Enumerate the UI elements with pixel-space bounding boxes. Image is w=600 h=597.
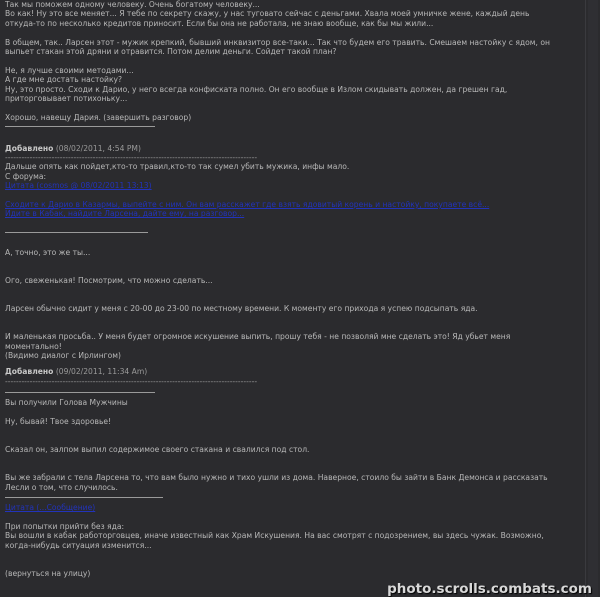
forum-post-body — [5, 0, 586, 597]
text-line: Лесли о том, что случилось. — [5, 482, 118, 492]
text-line: В общем, так.. Ларсен этот - мужик крепкий, бывший инквизитор все-таки... Так что будем его травить. Смешаем настойку с ядом, он — [5, 37, 550, 47]
text-line: Ну, это просто. Сходи к Дарио, у него всегда конфиската полно. Он его вообще в Излом скидывать должен, да грешен гад, — [5, 84, 508, 94]
added-label: Добавлено — [5, 367, 54, 377]
text-line: когда-нибудь ситуация изменится... — [5, 540, 152, 550]
divider — [5, 392, 155, 393]
text-line: Вы получили Голова Мужчины — [5, 398, 128, 408]
text-line: Во как! Ну это все меняет... Я тебе по секрету скажу, у нас туговато сейчас с деньгами. Хвала моей умничке жене, каждый день — [5, 9, 530, 19]
text-line: Хорошо, навещу Дария. (завершить разговор) — [5, 112, 192, 122]
text-line: Ну, бывай! Твое здоровье! — [5, 417, 112, 427]
text-line: Дальше опять как пойдет,кто-то травил,кто-то так сумел убить мужика, инфы мало. — [5, 162, 350, 172]
divider — [5, 497, 163, 498]
post-date: (08/02/2011, 4:54 PM) — [55, 143, 141, 153]
return-to-street-option[interactable]: (вернуться на улицу) — [5, 569, 91, 579]
text-line: Сказал он, залпом выпил содержимое своего стакана и свалился под стол. — [5, 445, 310, 455]
added-label: Добавлено — [5, 143, 54, 153]
text-line: А где мне достать настойку? — [5, 75, 123, 85]
text-line: (Видимо диалог с Ирлингом) — [5, 351, 121, 361]
post-added-header — [5, 367, 585, 376]
divider — [5, 232, 148, 233]
text-line: Ларсен обычно сидит у меня с 20-00 до 23-00 по местному времени. К моменту его прихода я успею подсыпать яда. — [5, 304, 478, 314]
text-line: Ого, свеженькая! Посмотрим, что можно сделать... — [5, 275, 213, 285]
text-line: И маленькая просьба.. У меня будет огромное искушение выпить, прошу тебя - не позволяй мне сделать это! Яд убьет меня — [5, 332, 511, 342]
text-line: выпьет стакан этой дряни и отравится. Потом делим деньги. Сойдет такой план? — [5, 47, 337, 57]
dashed-divider: -------------------------------------------------------------------------------------------- — [5, 376, 258, 386]
text-line: Так мы поможем одному человеку. Очень богатому человеку... — [5, 0, 260, 9]
text-line: Вы же забрали с тела Ларсена то, что вам было нужно и тихо ушли из дома. Наверное, стоило бы зайти в Банк Демонса и рассказать — [5, 473, 548, 483]
text-line: приторговывает потихоньку... — [5, 94, 128, 104]
text-line: А, точно, это же ты... — [5, 247, 91, 257]
text-line: Не, я лучше своими методами... — [5, 65, 134, 75]
quote-text-link[interactable]: Идите в Кабак, найдите Ларсена, дайте ему, на разговор... — [5, 209, 245, 219]
post-added-header — [5, 144, 585, 153]
dashed-divider: -------------------------------------------------------------------------------------------- — [5, 153, 258, 163]
text-line: откуда-то по несколько кредитов приносит. Если бы она не работала, не знаю вообще, как бы мы жили... — [5, 18, 434, 28]
divider — [5, 126, 155, 127]
scrollbar[interactable] — [588, 0, 598, 597]
text-line: моментально! — [5, 341, 62, 351]
text-line: Вы вошли в кабак работорговцев, иначе известный как Храм Искушения. На вас смотрят с подозрением, вы здесь чужак. Возможно, — [5, 531, 544, 541]
quote-text-link[interactable]: Сходите к Дарио в Казармы, выпейте с ним. Он вам расскажет где взять ядовитый корень и настойку, покупаете всё... — [5, 200, 490, 210]
text-line: С форума: — [5, 171, 47, 181]
watermark: photo.scrolls.combats.com — [387, 580, 592, 597]
quote-link[interactable]: Цитата (cosmos @ 08/02/2011 13:13) — [5, 181, 152, 191]
quote-link[interactable]: Цитата (...Сообщение) — [5, 503, 96, 513]
post-date: (09/02/2011, 11:34 Am) — [55, 367, 148, 377]
text-line: При попытки прийти без яда: — [5, 522, 125, 532]
